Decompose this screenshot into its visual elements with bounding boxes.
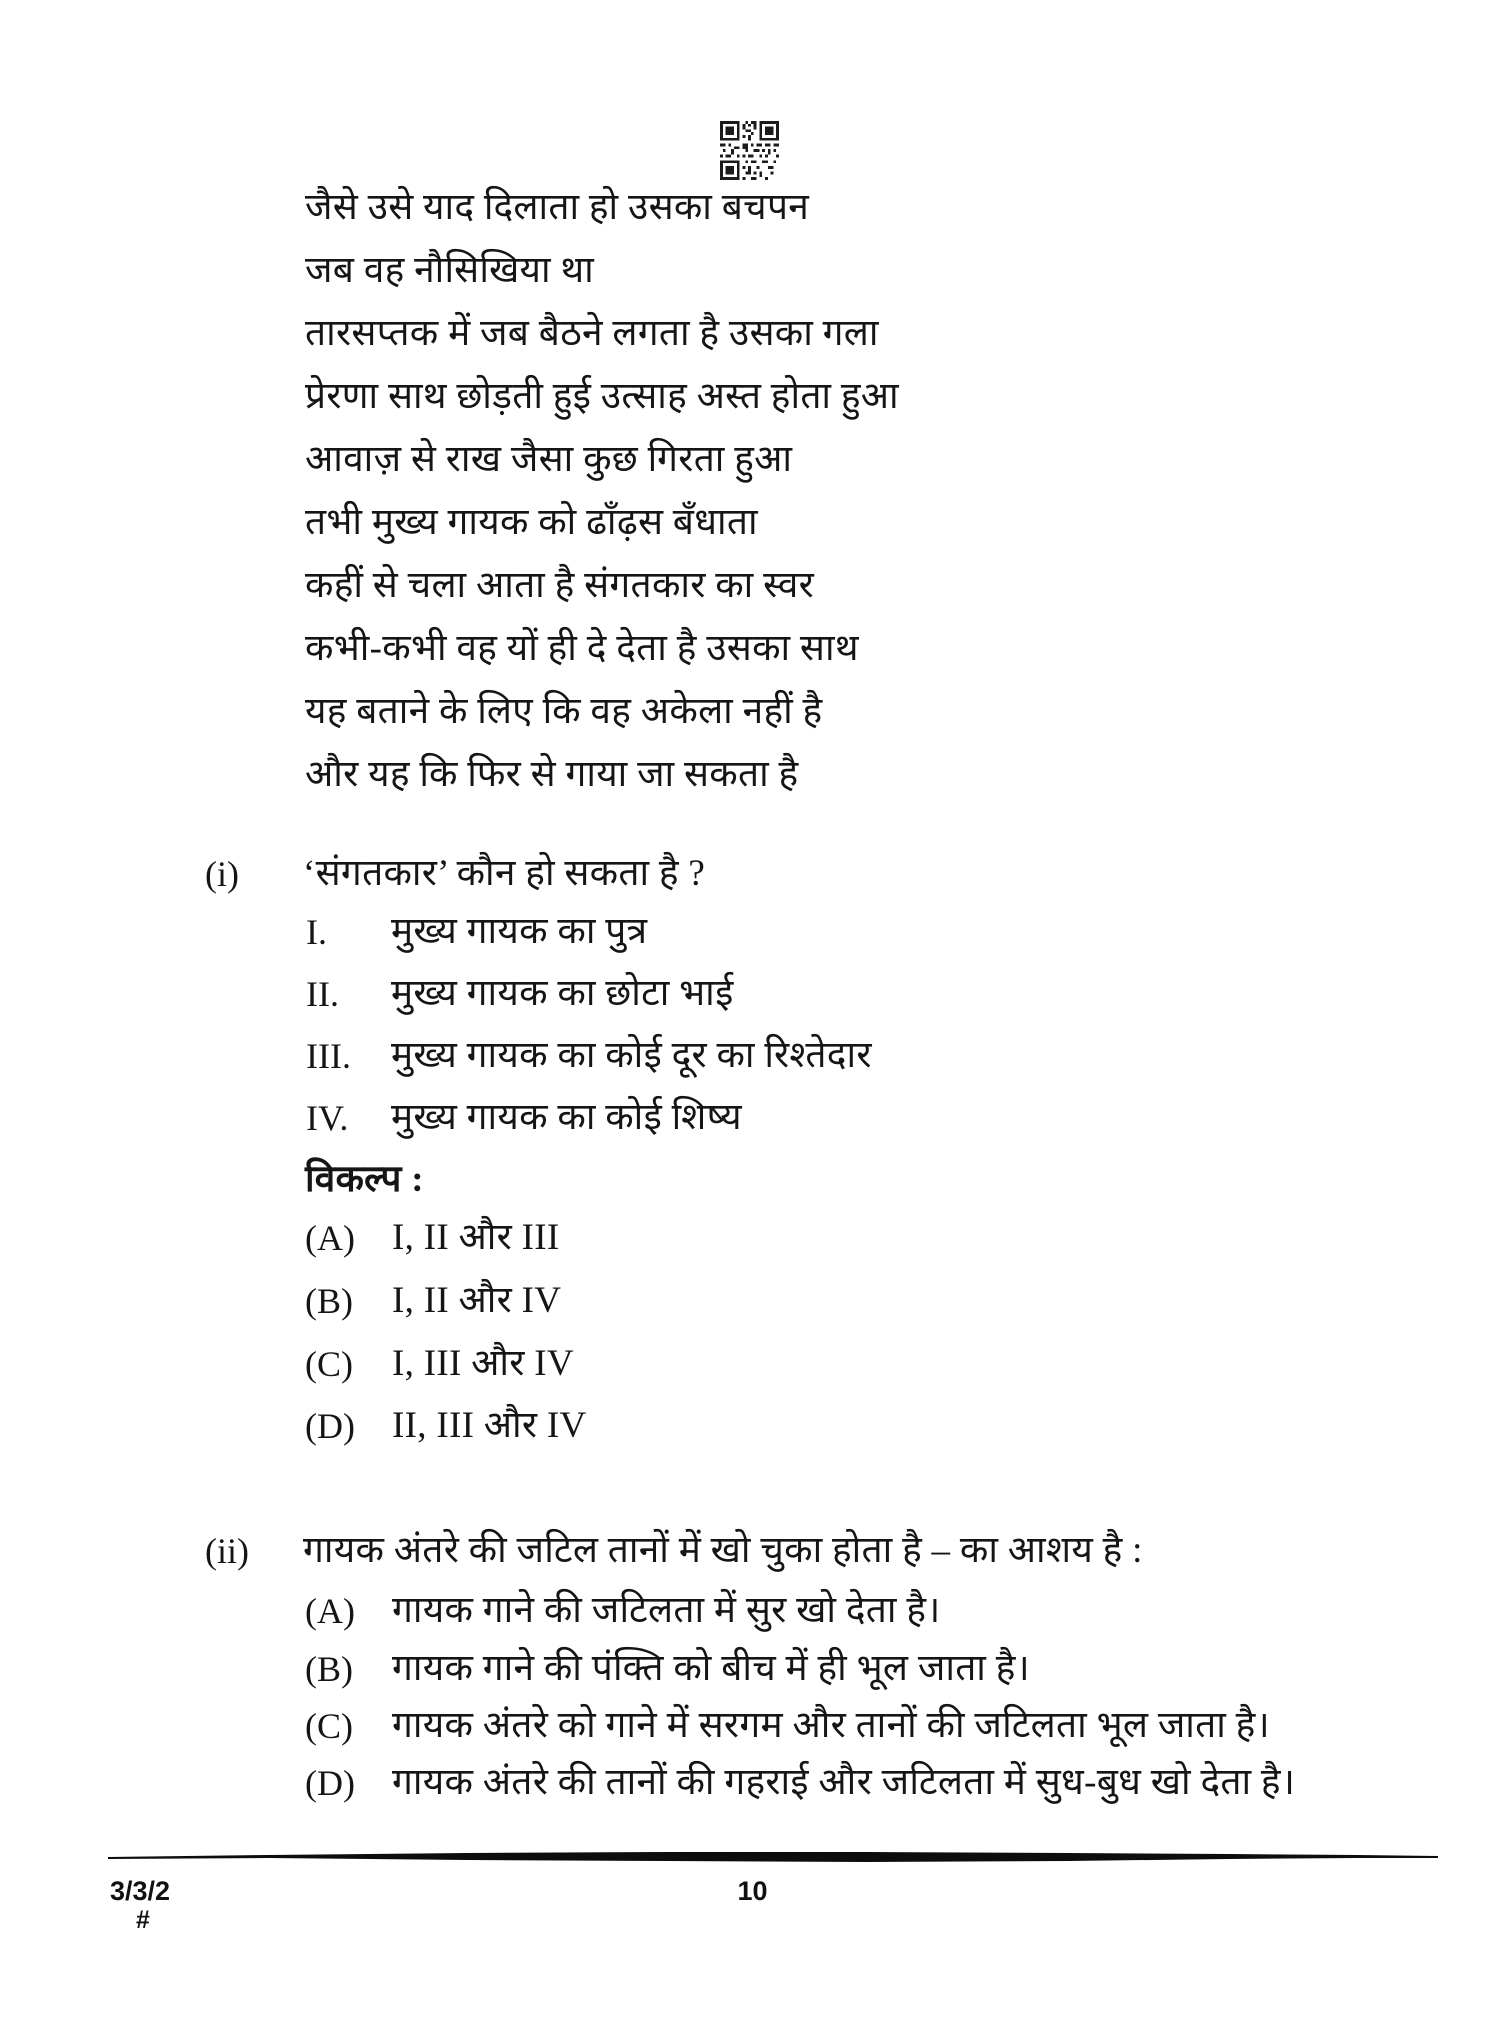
option-label: (B) xyxy=(305,1649,353,1689)
statement-text: मुख्य गायक का पुत्र xyxy=(391,911,648,952)
statement-row xyxy=(0,1032,1505,1082)
statement-row xyxy=(0,1094,1505,1144)
statement-text: मुख्य गायक का कोई दूर का रिश्तेदार xyxy=(391,1035,872,1076)
poem-line: जैसे उसे याद दिलाता हो उसका बचपन xyxy=(305,187,810,228)
poem-line: आवाज़ से राख जैसा कुछ गिरता हुआ xyxy=(305,439,793,480)
option-row xyxy=(0,1214,1505,1264)
poem-line: और यह कि फिर से गाया जा सकता है xyxy=(305,754,799,795)
poem-line: प्रेरणा साथ छोड़ती हुई उत्साह अस्त होता हुआ xyxy=(305,376,899,417)
question-text: गायक अंतरे की जटिल तानों में खो चुका होता है – का आशय है : xyxy=(303,1530,1143,1571)
poem-line: कभी-कभी वह यों ही दे देता है उसका साथ xyxy=(305,628,859,669)
poem-line: तभी मुख्य गायक को ढाँढ़स बँधाता xyxy=(305,502,758,543)
option-text: गायक अंतरे की तानों की गहराई और जटिलता में सुध-बुध खो देता है। xyxy=(392,1762,1296,1803)
option-text: II, III और IV xyxy=(392,1405,587,1446)
question-i-header xyxy=(0,850,1505,900)
statement-label: I. xyxy=(306,912,327,952)
question-ii-header xyxy=(0,1527,1505,1577)
paper-code: 3/3/2 xyxy=(110,1876,171,1906)
footer-divider-line xyxy=(108,1849,1438,1867)
option-label: (C) xyxy=(305,1344,353,1384)
qr-code-icon xyxy=(720,121,779,180)
question-number: (i) xyxy=(205,854,239,894)
option-label: (D) xyxy=(305,1763,355,1803)
poem-line: तारसप्तक में जब बैठने लगता है उसका गला xyxy=(305,313,879,354)
statement-label: III. xyxy=(306,1036,351,1076)
option-row xyxy=(0,1340,1505,1390)
option-text: I, II और III xyxy=(392,1217,560,1258)
statement-text: मुख्य गायक का कोई शिष्य xyxy=(391,1097,742,1138)
option-row xyxy=(0,1587,1505,1637)
option-text: गायक गाने की जटिलता में सुर खो देता है। xyxy=(392,1590,941,1631)
poem-line: जब वह नौसिखिया था xyxy=(305,250,594,291)
statement-row xyxy=(0,908,1505,958)
poem-line: कहीं से चला आता है संगतकार का स्वर xyxy=(305,565,815,606)
option-row xyxy=(0,1402,1505,1452)
page-number-wrap xyxy=(0,1876,1505,1907)
option-text: गायक अंतरे को गाने में सरगम और तानों की जटिलता भूल जाता है। xyxy=(392,1705,1270,1746)
poem-line: यह बताने के लिए कि वह अकेला नहीं है xyxy=(305,691,823,732)
option-label: (A) xyxy=(305,1218,355,1258)
option-label: (C) xyxy=(305,1706,353,1746)
page-number: 10 xyxy=(737,1876,768,1906)
option-row xyxy=(0,1645,1505,1695)
statement-label: II. xyxy=(306,974,339,1014)
statement-label: IV. xyxy=(306,1098,349,1138)
statement-row xyxy=(0,970,1505,1020)
statement-text: मुख्य गायक का छोटा भाई xyxy=(391,973,734,1014)
option-label: (B) xyxy=(305,1281,353,1321)
option-row xyxy=(0,1759,1505,1809)
option-text: गायक गाने की पंक्ति को बीच में ही भूल जाता है। xyxy=(392,1648,1030,1689)
question-number: (ii) xyxy=(205,1531,249,1571)
options-heading: विकल्प : xyxy=(305,1159,424,1200)
option-text: I, II और IV xyxy=(392,1280,562,1321)
option-text: I, III और IV xyxy=(392,1343,574,1384)
set-mark: # xyxy=(136,1906,150,1934)
question-text: ‘संगतकार’ कौन हो सकता है ? xyxy=(303,853,706,894)
option-row xyxy=(0,1702,1505,1752)
option-label: (A) xyxy=(305,1591,355,1631)
option-label: (D) xyxy=(305,1406,355,1446)
option-row xyxy=(0,1277,1505,1327)
